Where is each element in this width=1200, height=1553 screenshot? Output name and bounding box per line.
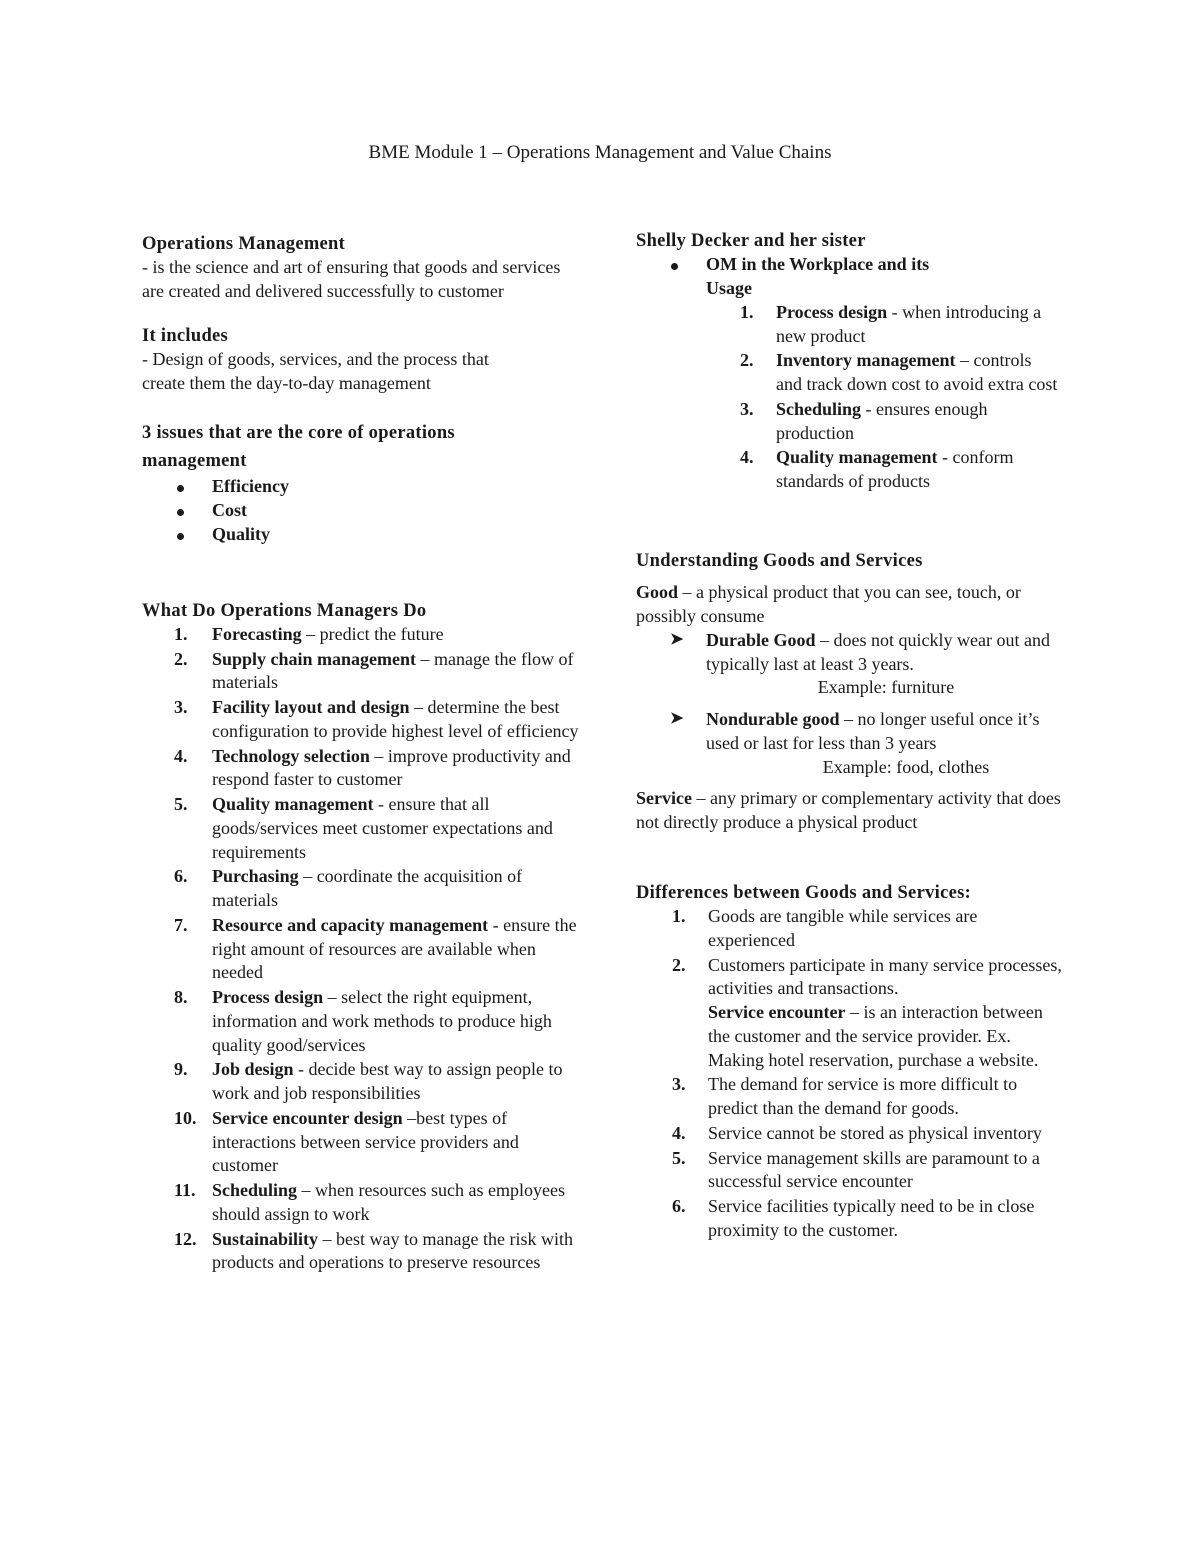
list-item — [174, 1179, 582, 1227]
list-item — [174, 745, 582, 793]
goods-heading: Understanding Goods and Services — [636, 550, 923, 571]
list-item — [672, 1122, 1063, 1146]
list-number: 11. — [174, 1180, 196, 1201]
list-item-desc: – improve productivity and respond faster to customer — [212, 745, 571, 790]
list-item-term: Scheduling — [776, 398, 862, 419]
list-item-text: Service cannot be stored as physical inventory — [708, 1122, 1042, 1143]
list-number: 4. — [672, 1122, 686, 1143]
list-item-term: Purchasing — [212, 866, 299, 887]
list-item: Quality — [212, 523, 582, 547]
good-desc: – a physical product that you can see, touch, or possibly consume — [636, 582, 1021, 627]
includes-text: - Design of goods, services, and the process that create them the day-to-day management — [142, 349, 489, 394]
om-heading: Operations Management — [142, 234, 346, 254]
service-term: Service — [636, 788, 692, 809]
list-item — [672, 1147, 1063, 1195]
list-number: 2. — [174, 648, 188, 669]
list-item — [740, 301, 1061, 349]
list-item-desc: - ensure the right amount of resources are available when needed — [212, 914, 577, 983]
list-number: 4. — [174, 745, 188, 766]
list-item-term: Forecasting — [212, 623, 302, 644]
om-workplace-item: OM in the Workplace and its Usage — [706, 253, 966, 301]
list-item — [174, 1228, 582, 1276]
list-item — [740, 398, 1061, 446]
workplace-bullet-list — [636, 253, 1066, 301]
list-number: 1. — [740, 301, 754, 322]
list-item — [672, 1195, 1063, 1243]
goods-types-list — [636, 629, 1066, 780]
arrow-bullet-icon: ➤ — [670, 630, 684, 648]
list-item-desc: - ensures enough production — [776, 398, 988, 443]
list-item — [174, 793, 582, 864]
service-definition — [636, 787, 1061, 835]
list-item-desc: – manage the flow of materials — [212, 648, 574, 693]
list-item-term: Quality management — [212, 794, 374, 815]
list-item-term: Scheduling — [212, 1180, 298, 1201]
list-item-text: Service facilities typically need to be in close proximity to the customer. — [708, 1196, 1035, 1240]
right-column — [636, 229, 1066, 1244]
list-item-term: Job design — [212, 1059, 294, 1080]
list-item-desc: – predict the future — [301, 623, 444, 644]
om-definition: - is the science and art of ensuring that goods and services are created and delivered successfully to customer — [142, 257, 561, 302]
list-item — [672, 1073, 1063, 1121]
list-number: 1. — [174, 623, 188, 644]
list-item-text: Goods are tangible while services are experienced — [708, 906, 978, 950]
list-item — [740, 349, 1061, 397]
list-item — [174, 1058, 582, 1106]
service-desc: – any primary or complementary activity that does not directly produce a physical product — [636, 788, 1061, 833]
durable-item — [670, 629, 1066, 700]
list-item-desc: – coordinate the acquisition of materials — [212, 866, 523, 911]
list-item-desc: – determine the best configuration to provide highest level of efficiency — [212, 697, 579, 741]
list-number: 12. — [174, 1228, 197, 1249]
list-item-text: Customers participate in many service processes, activities and transactions. — [708, 954, 1062, 999]
list-number: 5. — [174, 794, 188, 815]
list-item — [672, 905, 1063, 953]
list-item-term: Process design — [776, 301, 888, 322]
workplace-list — [636, 301, 1061, 494]
list-item-text: The demand for service is more difficult to predict than the demand for goods. — [708, 1074, 1018, 1119]
list-number: 2. — [740, 350, 754, 371]
list-item — [740, 446, 1061, 494]
document-title: BME Module 1 – Operations Management and Value Chains — [368, 142, 832, 163]
issues-heading: 3 issues that are the core of operations management — [142, 422, 455, 471]
differences-list — [636, 905, 1063, 1243]
nondurable-desc: – no longer useful once it’s used or last for less than 3 years — [706, 709, 1040, 753]
nondurable-example: Example: food, clothes — [822, 756, 990, 777]
list-item — [174, 696, 582, 744]
list-number: 3. — [672, 1074, 686, 1095]
list-number: 6. — [672, 1196, 686, 1217]
list-item — [672, 954, 1063, 1073]
list-item-desc: – best way to manage the risk with products and operations to preserve resources — [212, 1228, 573, 1273]
nondurable-term: Nondurable good — [706, 709, 840, 730]
durable-desc: – does not quickly wear out and typically last at least 3 years. — [706, 629, 1050, 674]
list-item — [174, 623, 582, 647]
list-item-desc: – when resources such as employees should assign to work — [212, 1180, 565, 1224]
list-item — [174, 648, 582, 696]
list-item — [174, 1107, 582, 1178]
list-number: 5. — [672, 1147, 686, 1168]
list-item-desc: – select the right equipment, information and work methods to produce high quality good/services — [212, 987, 552, 1055]
list-number: 10. — [174, 1107, 197, 1128]
list-item-desc: - when introducing a new product — [776, 301, 1042, 346]
left-column — [142, 232, 582, 1276]
durable-term: Durable Good — [706, 629, 816, 650]
managers-heading: What Do Operations Managers Do — [142, 600, 427, 621]
service-encounter-term: Service encounter — [708, 1002, 846, 1023]
list-item — [174, 865, 582, 913]
durable-example: Example: furniture — [817, 677, 955, 698]
list-item-desc: – controls and track down cost to avoid extra cost — [776, 350, 1058, 395]
list-item-term: Resource and capacity management — [212, 914, 489, 935]
list-number: 6. — [174, 866, 188, 887]
good-term: Good — [636, 582, 679, 603]
shelly-heading: Shelly Decker and her sister — [636, 231, 866, 251]
list-item-term: Technology selection — [212, 745, 370, 766]
list-item-text: Service management skills are paramount to a successful service encounter — [708, 1147, 1040, 1192]
list-item-term: Sustainability — [212, 1228, 319, 1249]
list-item-desc: –best types of interactions between service providers and customer — [212, 1107, 519, 1176]
list-number: 4. — [740, 447, 754, 468]
list-item-term: Inventory management — [776, 350, 956, 371]
list-item-term: Supply chain management — [212, 648, 417, 669]
list-number: 3. — [740, 398, 754, 419]
list-item: Efficiency — [212, 475, 582, 499]
list-item-term: Facility layout and design — [212, 697, 410, 718]
good-definition — [636, 581, 1061, 629]
list-item-term: Quality management — [776, 447, 938, 468]
list-number: 9. — [174, 1059, 188, 1080]
arrow-bullet-icon: ➤ — [670, 710, 684, 728]
list-item-term: Process design — [212, 987, 324, 1008]
service-encounter-desc: – is an interaction between the customer and the service provider. Ex. Making hotel reservation, purchase a website. — [708, 1002, 1043, 1070]
list-number: 7. — [174, 914, 188, 935]
includes-heading: It includes — [142, 325, 229, 346]
list-item-term: Service encounter design — [212, 1107, 403, 1128]
managers-list — [142, 623, 582, 1275]
issues-list — [142, 475, 582, 546]
list-number: 2. — [672, 954, 686, 975]
list-number: 3. — [174, 697, 188, 718]
list-item: Cost — [212, 499, 582, 523]
list-item-desc: - conform standards of products — [776, 447, 1014, 492]
differences-heading: Differences between Goods and Services: — [636, 882, 972, 903]
list-number: 1. — [672, 906, 686, 927]
list-item — [174, 986, 582, 1057]
list-item-desc: - decide best way to assign people to work and job responsibilities — [212, 1059, 563, 1104]
nondurable-item — [670, 708, 1066, 779]
list-item — [174, 914, 582, 985]
list-number: 8. — [174, 987, 188, 1008]
list-item-desc: - ensure that all goods/services meet customer expectations and requirements — [212, 794, 553, 862]
